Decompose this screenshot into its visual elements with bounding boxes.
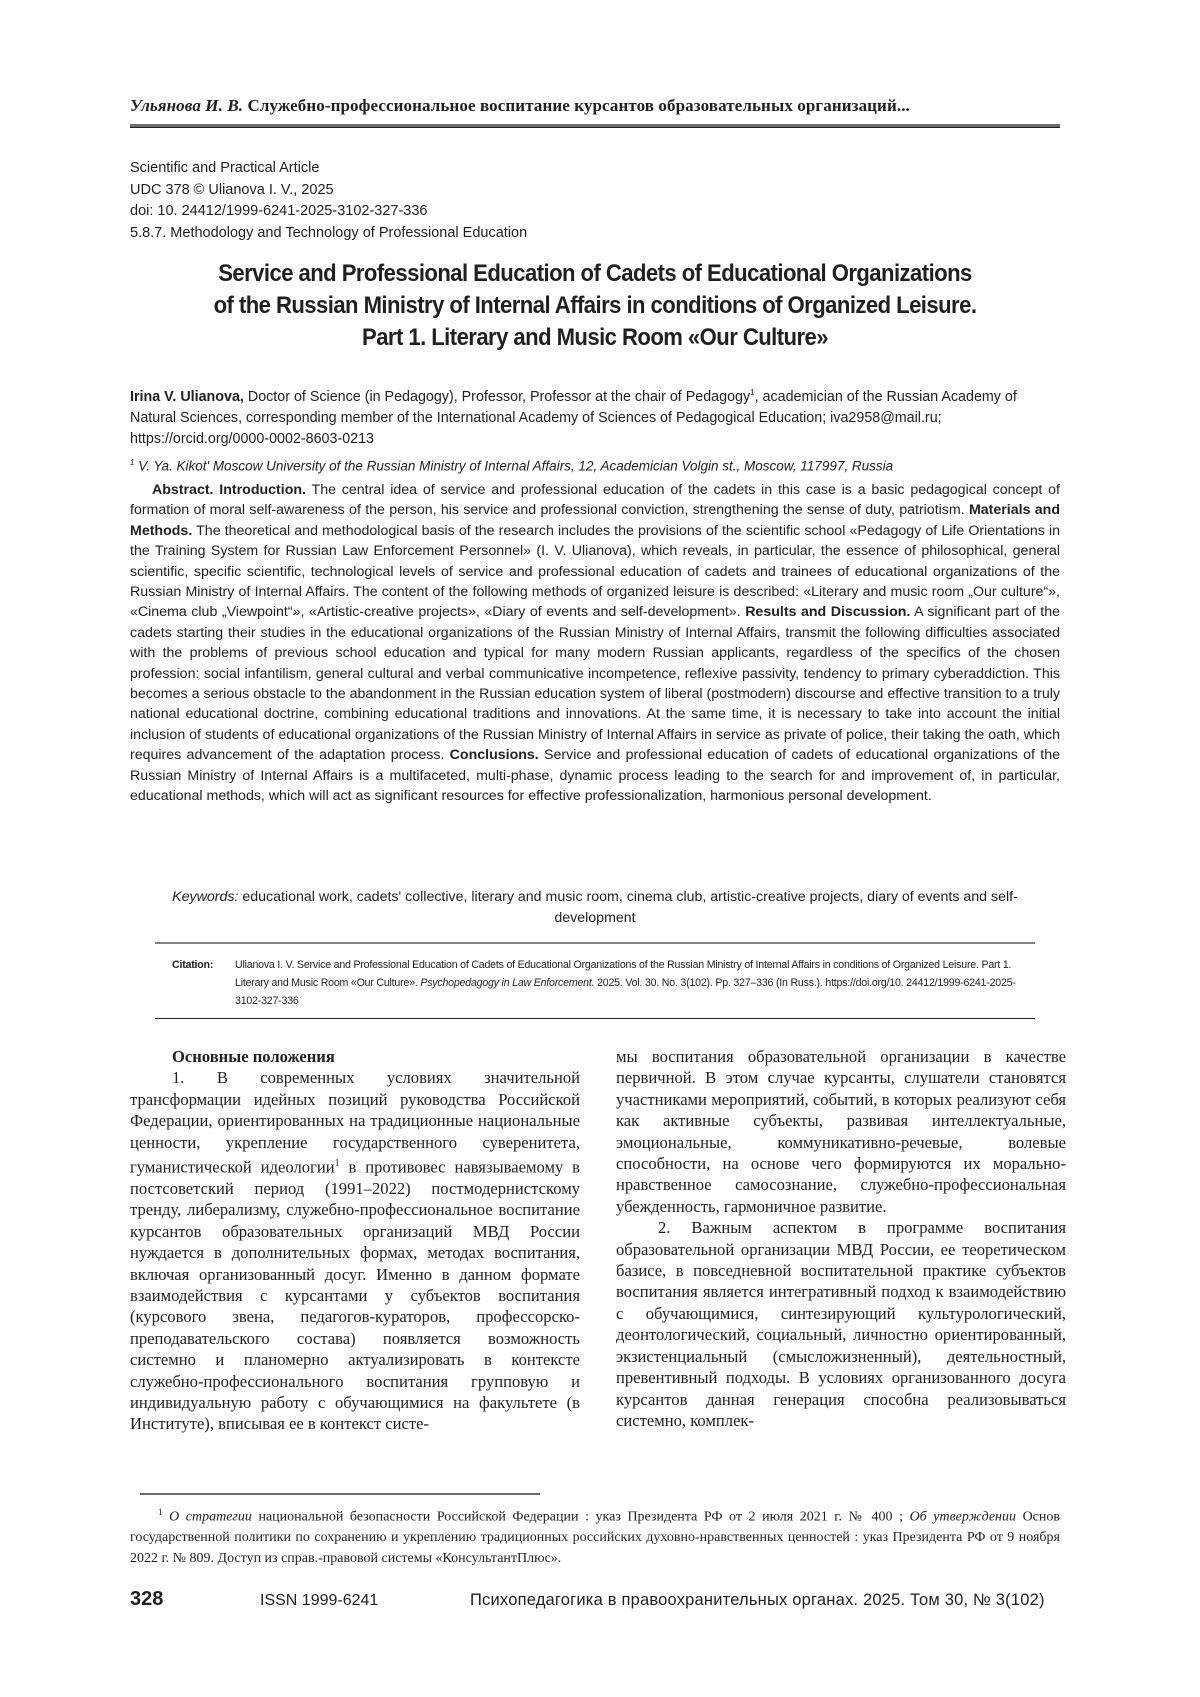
paragraph-1-text-a: 1. В современных условиях значительной трансформации идейных позиций руководства Российской Федерации, ориентированных на традиционные национальные ценности, укрепление государственного суверенитета, гуманистической идеологии [130,1068,580,1177]
abstract-methods: The theoretical and methodological basis of the research includes the provisions of the scientific school «Pedagogy of Life Orientations in the Training System for Russian Law Enforcement Personnel» (I. V. Ulianova), which reveals, in particular, the essence of philosophical, general scientific, specific scientific, technological levels of service and professional education of cadets and trainees of educational organizations of the Russian Ministry of Internal Affairs. The content of the following methods of organized leisure is described: «Literary and music room „Our culture“», «Cinema club „Viewpoint“», «Artistic-creative projects», «Diary of events and self-development». [130,522,1060,621]
conclusions-heading: Conclusions. [449,747,539,764]
footnote-italic-2: Об утверждении [909,1509,1016,1525]
abstract-heading: Abstract. Introduction. [152,482,306,498]
running-head-author: Ульянова И. В. [130,96,244,115]
doi: doi: 10. 24412/1999-6241-2025-3102-327-336 [130,203,428,219]
keywords-label: Keywords: [172,889,239,905]
author-info [130,382,1060,450]
article-type: Scientific and Practical Article [130,160,320,176]
citation-text [235,956,1032,1010]
body-paragraph-2: 2. Важным аспектом в программе воспитания образовательной организации МВД России, ее теоретическом базисе, в повседневной воспитательной практике субъектов воспитания является интегративный подход к взаимодействию с обучающимися, синтезирующий культурологический, деонтологический, социальный, личностно ориентированный, экзистенциальный (смысложизненный), деятельностный, превентивный подходы. В условиях организованного досуга курсантов данная генерация способна реализовываться системно, комплек- [616,1218,1066,1430]
author-name: Irina V. Ulianova, [130,388,244,405]
specialty: 5.8.7. Methodology and Technology of Professional Education [130,224,528,241]
article-title [167,258,1023,354]
affiliation-sup: 1 [130,458,135,467]
page-number: 328 [130,1588,164,1610]
footnote-ref-1: 1 [334,1158,340,1170]
citation-rule-bottom [155,1018,1035,1019]
author-affil-sup: 1 [750,388,755,397]
issn: ISSN 1999-6241 [260,1592,379,1609]
methods-heading: Materials and Methods. [130,502,1060,539]
affiliation-text: V. Ya. Kikot' Moscow University of the Russian Ministry of Internal Affairs, 12, Academician Volgin st., Moscow, 117997, Russia [134,458,894,474]
title-line-2: of the Russian Ministry of Internal Affairs in conditions of Organized Leisure. [213,292,977,319]
udc: UDC 378 © Ulianova I. V., 2025 [130,181,334,198]
running-head-title: Служебно-профессиональное воспитание курсантов образовательных организаций... [247,96,910,115]
body-column-right [616,1046,1066,1431]
footnote-number: 1 [158,1507,163,1517]
abstract-intro: The central idea of service and professional education of the cadets in this case is a basic pedagogical concept of formation of moral self-awareness of the person, his service and professional conviction, strengthening the sense of duty, patriotism. [130,482,1060,519]
running-head [130,96,1060,116]
citation-text-before: Ulianova I. V. Service and Professional Education of Cadets of Educational Organizations of the Russian Ministry of Internal Affairs in conditions of Organized Leisure. Part 1. Literary and Music Room «Our Culture». [235,959,1012,989]
footnote [130,1502,1060,1569]
footnote-text-1: национальной безопасности Российской Федерации : указ Президента РФ от 2 июля 2021 г. № 400 ; [251,1509,910,1525]
page-footer [130,1588,1060,1611]
citation-rule-top [155,942,1035,944]
keywords [150,887,1040,929]
journal-name: Психопедагогика в правоохранительных органах. 2025. Том 30, № 3(102) [470,1591,1045,1609]
section-heading: Основные положения [172,1047,335,1066]
abstract-results: A significant part of the cadets starting their studies in the educational organizations of the Russian Ministry of Internal Affairs, transmit the following difficulties associated with the problems of previous school education and typical for many modern Russian applicants, regardless of the specifics of the chosen profession: social infantilism, general cultural and verbal communicative incompetence, reflexive passivity, tendency to primary cyberaddiction. This becomes a serious obstacle to the abandonment in the Russian education system of liberal (postmodern) discourse and effective transition to a truly national educational doctrine, combining educational traditions and innovations. At the same time, it is necessary to take into account the initial inclusion of students of educational organizations of the Russian Ministry of Internal Affairs in service as private of police, their taking the oath, which requires advancement of the adaptation process. [130,604,1060,764]
title-line-3: Part 1. Literary and Music Room «Our Culture» [362,324,828,351]
body-paragraph-1 [130,1067,580,1434]
footnote-text-2: Основ государственной политики по сохранению и укреплению традиционных российских духовно-нравственных ценностей : указ Президента РФ от 9 ноября 2022 г. № 809. Доступ из справ.-правовой системы «КонсультантПлюс». [130,1509,1060,1566]
citation-block [172,956,1032,1010]
footnote-rule [140,1493,540,1495]
article-meta [130,158,527,244]
header-rule [130,124,1060,128]
results-heading: Results and Discussion. [745,604,911,621]
author-details-2: , academician of the Russian Academy of Natural Sciences, corresponding member of the International Academy of Sciences of Pedagogical Education; iva2958@mail.ru; https://orcid.org/0000-0002-8603-0213 [130,388,1017,447]
body-paragraph-1-continued: мы воспитания образовательной организации в качестве первичной. В этом случае курсанты, слушатели становятся участниками мероприятий, событий, в которых реализуют себя как активные субъекты, развивая интеллектуальные, эмоциональные, коммуникативно-речевые, волевые способности, на основе чего формируются их морально-нравственное самосознание, служебно-профессиональная убежденность, гармоничное развитие. [616,1047,1066,1216]
abstract [130,480,1060,807]
footnote-italic-1: О стратегии [169,1509,252,1525]
citation-journal: Psychopedagogy in Law Enforcement. [420,977,595,989]
citation-text-after: 2025. Vol. 30. No. 3(102). Pp. 327–336 (In Russ.). https://doi.org/10. 24412/1999-6241-2025-3102-327-336 [235,977,1016,1007]
affiliation [130,453,1060,477]
title-line-1: Service and Professional Education of Cadets of Educational Organizations [218,260,972,287]
body-column-left [130,1046,580,1435]
keywords-text: educational work, cadets' collective, literary and music room, cinema club, artistic-creative projects, diary of events and self-development [238,889,1018,926]
abstract-conclusions: Service and professional education of cadets of educational organizations of the Russian Ministry of Internal Affairs is a multifaceted, multi-phase, dynamic process leading to the search for and improvement of, in particular, educational methods, which will act as significant resources for effective professionalization, harmonious personal development. [130,747,1061,805]
paragraph-1-text-b: в противовес навязываемому в постсоветский период (1991–2022) постмодернистскому тренду, либерализму, служебно-профессиональное воспитание курсантов образовательных организаций МВД России нуждается в дополнительных формах, методах воспитания, включая организованный досуг. Именно в данном формате взаимодействия с курсантами у субъектов воспитания (курсового звена, педагогов-кураторов, профессорско-преподавательского состава) появляется возможность системно и планомерно актуализировать в контексте служебно-профессионального воспитания групповую и индивидуальную работу с обучающимися на факультете (в Институте), вписывая ее в контекст систе- [130,1157,581,1434]
citation-label: Citation: [172,959,214,971]
author-details: Doctor of Science (in Pedagogy), Professor, Professor at the chair of Pedagogy [243,388,751,405]
